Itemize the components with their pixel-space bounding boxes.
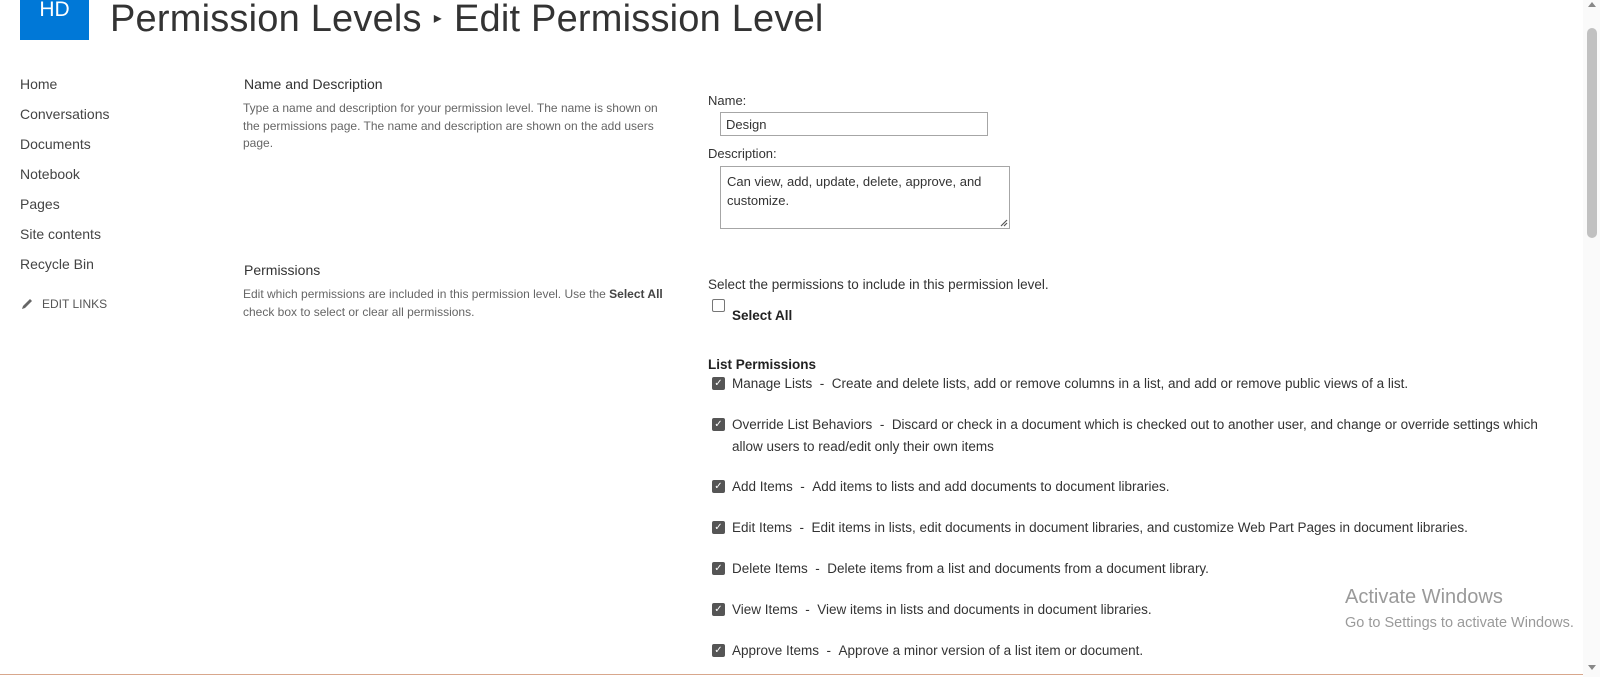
description-textarea[interactable]	[720, 166, 1010, 229]
site-logo-text: HD	[39, 0, 70, 21]
permissions-intro: Select the permissions to include in this permission level.	[708, 277, 1049, 292]
permissions-desc-pre: Edit which permissions are included in this permission level. Use the	[243, 287, 610, 301]
vertical-scrollbar[interactable]	[1583, 0, 1600, 677]
description-label: Description:	[708, 146, 777, 161]
permission-description: Approve a minor version of a list item or document.	[838, 643, 1144, 658]
permission-name: Delete Items	[732, 561, 808, 576]
permission-text: Add Items - Add items to lists and add documents to document libraries.	[732, 479, 1170, 494]
permissions-section-description	[243, 286, 663, 321]
nav-item-recycle-bin[interactable]: Recycle Bin	[20, 256, 94, 272]
scroll-up-arrow-icon[interactable]	[1588, 2, 1596, 7]
scroll-down-arrow-icon[interactable]	[1588, 665, 1596, 670]
permission-name: Add Items	[732, 479, 793, 494]
permission-description: Add items to lists and add documents to document libraries.	[812, 479, 1170, 494]
name-label: Name:	[708, 93, 747, 108]
permission-description: Edit items in lists, edit documents in document libraries, and customize Web Part Pages in document libraries.	[811, 520, 1468, 535]
edit-links-button[interactable]	[20, 297, 200, 311]
activate-windows-subtitle: Go to Settings to activate Windows.	[1345, 615, 1574, 631]
permission-description: View items in lists and documents in document libraries.	[817, 602, 1152, 617]
page-title	[110, 0, 824, 41]
list-permissions-heading: List Permissions	[708, 357, 817, 372]
permission-name: Manage Lists	[732, 376, 813, 391]
pencil-icon	[20, 297, 34, 311]
permissions-section-title: Permissions	[244, 262, 321, 278]
permissions-desc-bold: Select All	[609, 287, 663, 301]
permission-text: Approve Items - Approve a minor version of a list item or document.	[732, 643, 1144, 658]
nav-item-notebook[interactable]: Notebook	[20, 166, 80, 182]
nav-item-home[interactable]: Home	[20, 76, 58, 92]
permission-name: View Items	[732, 602, 798, 617]
permission-name: Override List Behaviors	[732, 417, 873, 432]
nav-item-site-contents[interactable]: Site contents	[20, 226, 101, 242]
permission-text: Override List Behaviors - Discard or check in a document which is checked out to another user, and change or override settings which allow users to read/edit only their own items	[732, 417, 1538, 454]
name-input[interactable]	[720, 112, 988, 136]
quick-launch-nav	[20, 75, 200, 311]
permission-description: Delete items from a list and documents from a document library.	[827, 561, 1209, 576]
nav-item-pages[interactable]: Pages	[20, 196, 60, 212]
permission-checkbox[interactable]: ✓	[712, 377, 725, 390]
permission-text: View Items - View items in lists and documents in document libraries.	[732, 602, 1152, 617]
bottom-divider	[0, 674, 1583, 675]
activate-windows-title: Activate Windows	[1345, 586, 1503, 608]
scrollbar-thumb[interactable]	[1587, 28, 1597, 238]
select-all-checkbox[interactable]	[712, 299, 725, 312]
name-description-section-title: Name and Description	[244, 76, 383, 92]
permission-checkbox[interactable]: ✓	[712, 644, 725, 657]
permissions-desc-post: check box to select or clear all permissions.	[243, 304, 475, 319]
breadcrumb-parent-link[interactable]: Permission Levels	[110, 0, 422, 40]
edit-links-label: EDIT LINKS	[42, 297, 108, 311]
resize-grip-icon[interactable]	[998, 217, 1008, 227]
permission-text: Edit Items - Edit items in lists, edit documents in document libraries, and customize Web Part Pages in document libraries.	[732, 520, 1468, 535]
nav-item-documents[interactable]: Documents	[20, 136, 91, 152]
site-logo[interactable]	[20, 0, 89, 40]
name-description-section-description: Type a name and description for your permission level. The name is shown on the permissions page. The name and description are shown on the add users page.	[243, 101, 658, 150]
permission-description: Create and delete lists, add or remove columns in a list, and add or remove public views of a list.	[831, 376, 1409, 391]
permission-text: Delete Items - Delete items from a list and documents from a document library.	[732, 561, 1209, 576]
permission-checkbox[interactable]: ✓	[712, 480, 725, 493]
breadcrumb-current: Edit Permission Level	[453, 0, 824, 40]
nav-item-conversations[interactable]: Conversations	[20, 106, 110, 122]
permission-checkbox[interactable]: ✓	[712, 603, 725, 616]
permission-checkbox[interactable]: ✓	[712, 418, 725, 431]
permission-name: Approve Items	[732, 643, 820, 658]
permission-checkbox[interactable]: ✓	[712, 562, 725, 575]
permission-name: Edit Items	[732, 520, 793, 535]
breadcrumb-separator-icon: ▸	[433, 9, 442, 27]
permission-text: Manage Lists - Create and delete lists, add or remove columns in a list, and add or remove public views of a list.	[732, 376, 1409, 391]
permission-description: Discard or check in a document which is checked out to another user, and change or override settings which allow users to read/edit only their own items	[732, 417, 1538, 454]
select-all-label[interactable]: Select All	[732, 308, 793, 323]
permission-checkbox[interactable]: ✓	[712, 521, 725, 534]
